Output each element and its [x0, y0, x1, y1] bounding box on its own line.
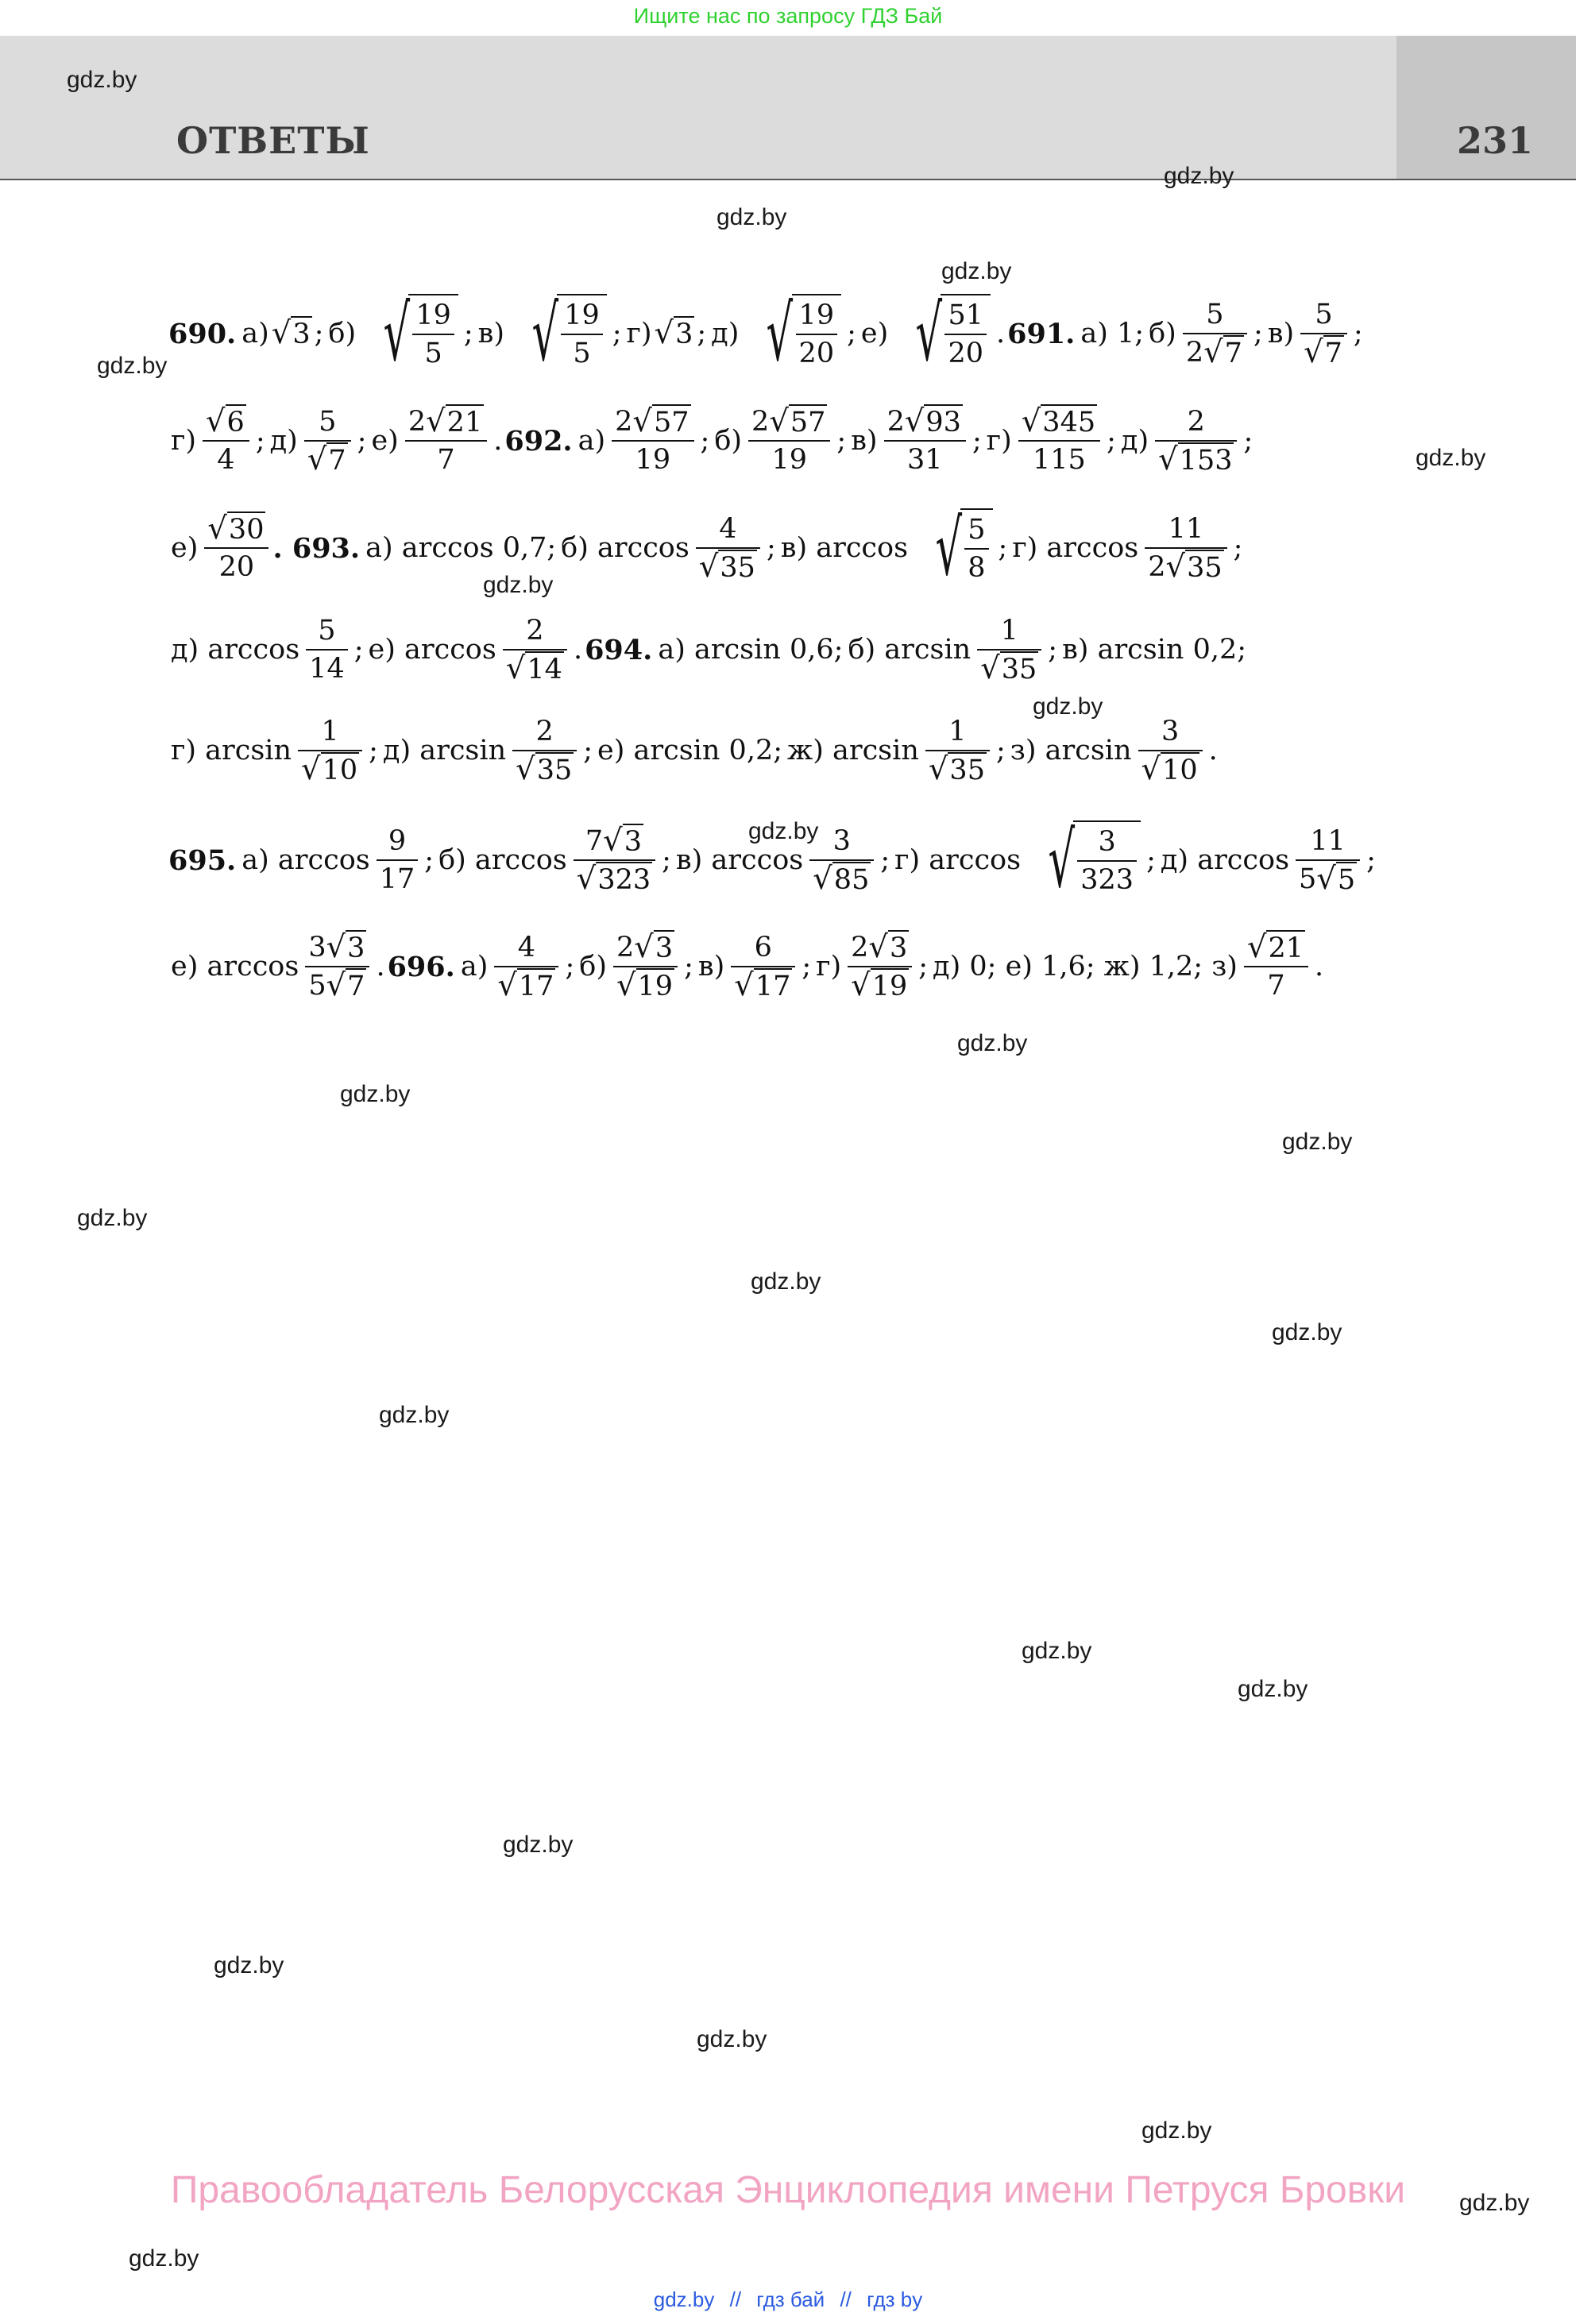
item-label: г) [626, 318, 652, 349]
fraction: 7 √ 3 √ 323 [574, 824, 655, 897]
fraction: 5 √ 7 [304, 404, 351, 477]
top-search-note: Ищите нас по запросу ГДЗ Бай [633, 4, 943, 28]
problem-number: 690. [168, 317, 237, 350]
watermark: gdz.by [697, 2026, 767, 2052]
fraction: 3 √ 10 [1138, 714, 1203, 787]
problem-number: . 693. [272, 531, 361, 565]
watermark: gdz.by [503, 1832, 574, 1858]
item-label: е) [860, 318, 889, 349]
watermark: gdz.by [1141, 2117, 1212, 2144]
item-label: а) [577, 425, 606, 457]
fraction: 5 2 √ 7 [1183, 297, 1247, 370]
footer-link-gdz-bai[interactable]: гдз бай [756, 2287, 825, 2311]
answer-line-5: г) arcsin 1 √ 10 ; д) arcsin 2 √ 35 ; е) arcsin 0,2; ж) arcsin 1 √ 35 ; з) arcsin 3 √ 10 . [171, 716, 1218, 787]
fraction-radical: √ $\frac{3}{323}$ [1026, 820, 1141, 900]
fraction-radical: √ $\frac{19}{20}$ [744, 294, 841, 373]
fraction-radical: √ $\frac{19}{5}$ [361, 294, 458, 373]
fraction: 4 √ 35 [696, 512, 760, 585]
answer-line-3: е) √ 30 20 . 693. а) arccos 0,7; б) arccos 4 √ 35 ; в) arccos √ $\frac{5}{8}$ ; г) arccos 11 2 √ 35 ; [168, 504, 1245, 592]
fraction: 6 √ 17 [731, 930, 795, 1003]
watermark: gdz.by [483, 572, 554, 598]
watermark: gdz.by [1459, 2190, 1530, 2216]
watermark: gdz.by [97, 353, 168, 379]
fraction: 5 √ 7 [1300, 297, 1347, 370]
fraction: $\frac{5}{14}$ [306, 613, 348, 686]
problem-number: 695. [168, 844, 237, 877]
item-label: г) [986, 425, 1012, 457]
radical: √ 3 [654, 315, 693, 351]
footer-links [0, 2287, 1576, 2312]
fraction: √ 30 20 [204, 512, 268, 585]
answer-line-4: д) arccos $\frac{5}{14}$ ; е) arccos 2 √ 14 . 694. а) arcsin 0,6; б) arcsin 1 √ 35 ; в) arcsin 0,2; [171, 615, 1247, 686]
footer-separator: // [729, 2287, 742, 2311]
problem-number: 694. [585, 633, 653, 666]
problem-number: 696. [387, 950, 455, 983]
fraction: 4 √ 17 [494, 930, 558, 1003]
item-label: в) [851, 425, 878, 457]
copyright-credit: Правообладатель Белорусская Энциклопедия имени Петруся Бровки [170, 2169, 1406, 2211]
watermark: gdz.by [1022, 1638, 1092, 1664]
watermark: gdz.by [1272, 1319, 1342, 1345]
fraction: 2 √ 57 19 [612, 404, 693, 477]
footer-link-gdz[interactable]: gdz.by [653, 2287, 715, 2311]
fraction: √ 345 115 [1018, 404, 1100, 477]
watermark: gdz.by [1033, 693, 1103, 720]
fraction: 1 √ 35 [925, 714, 990, 787]
watermark: gdz.by [77, 1205, 148, 1231]
watermark: gdz.by [957, 1030, 1028, 1056]
item-label: е) [171, 532, 199, 564]
fraction: 2 √ 3 √ 19 [848, 930, 912, 1003]
answer-line-1: 690. а) √ 3 ; б) √ $\frac{19}{5}$ ; в) √ $\frac{19}{5}$ ; г) √ 3 ; д) √ $\frac{19}{20}$ ; е) √ $\frac{51}{20}$ . 691. а) 1; б) 5 2 √ 7 ; в) 5 √ 7 ; [168, 289, 1363, 378]
fraction: 2 √ 14 [503, 613, 567, 686]
fraction: 11 5 √ 5 [1296, 824, 1360, 897]
item-label: е) [371, 425, 399, 457]
fraction-radical: √ $\frac{5}{8}$ [914, 508, 992, 588]
watermark: gdz.by [1238, 1676, 1308, 1702]
item-label: б) [328, 318, 357, 349]
footer-separator: // [840, 2287, 852, 2311]
section-title: ОТВЕТЫ [176, 119, 370, 162]
watermark: gdz.by [379, 1402, 450, 1428]
fraction: √ 21 7 [1244, 930, 1308, 1003]
watermark: gdz.by [941, 258, 1012, 284]
item-label: б) [714, 425, 743, 457]
answer-line-7: е) arccos 3 √ 3 5 √ 7 . 696. а) 4 √ 17 ; б) 2 √ 3 √ 19 ; в) 6 √ 17 ; г) 2 √ 3 √ 19 ; д) 0; е) 1,6; ж) 1,2; з) √ 21 7 . [171, 928, 1324, 1003]
watermark: gdz.by [717, 204, 787, 230]
footer-link-gdz-by[interactable]: гдз by [867, 2287, 923, 2311]
problem-number: 692. [504, 424, 573, 457]
item-label: а) [241, 318, 269, 349]
watermark: gdz.by [748, 818, 819, 844]
radical: √ 3 [271, 315, 311, 351]
watermark: gdz.by [67, 67, 137, 93]
answer-line-6: 695. а) arccos $\frac{9}{17}$ ; б) arccos 7 √ 3 √ 323 ; в) arccos 3 √ 85 ; г) arccos √ $\frac{3}{323}$ ; д) arccos 11 5 √ 5 ; [168, 816, 1376, 905]
watermark: gdz.by [129, 2245, 199, 2272]
answer-line-2: г) √ 6 4 ; д) 5 √ 7 ; е) 2 √ 21 7 . 692. а) 2 √ 57 19 ; б) 2 √ 57 19 ; в) 2 √ 93 31 ; г) √ 345 115 ; д) 2 √ 153 ; [168, 397, 1255, 484]
item-label: б) [1149, 318, 1176, 349]
fraction: 2 √ 35 [512, 714, 577, 787]
item-label: в) [1267, 318, 1295, 349]
watermark: gdz.by [340, 1081, 411, 1107]
fraction: 2 √ 21 7 [405, 404, 487, 477]
fraction: 3 √ 3 5 √ 7 [305, 930, 369, 1003]
fraction: $\frac{9}{17}$ [377, 824, 419, 897]
fraction: 2 √ 93 31 [884, 404, 966, 477]
fraction: 2 √ 57 19 [748, 404, 830, 477]
fraction: 1 √ 10 [298, 714, 362, 787]
fraction: 2 √ 153 [1155, 404, 1237, 477]
fraction: 1 √ 35 [977, 613, 1041, 686]
item-label: г) [171, 425, 196, 457]
item-label: в) [477, 318, 505, 349]
header-divider [0, 179, 1576, 180]
fraction-radical: √ $\frac{19}{5}$ [510, 294, 607, 373]
item-label: д) [711, 318, 740, 349]
fraction: √ 6 4 [203, 404, 249, 477]
watermark: gdz.by [751, 1268, 821, 1295]
separator: ; [314, 318, 324, 349]
fraction: 11 2 √ 35 [1145, 512, 1226, 585]
watermark: gdz.by [1282, 1129, 1353, 1155]
watermark: gdz.by [214, 1952, 284, 1978]
fraction: 2 √ 3 √ 19 [613, 930, 678, 1003]
item-label: д) [269, 425, 298, 457]
fraction-radical: √ $\frac{51}{20}$ [894, 294, 991, 373]
watermark: gdz.by [1416, 445, 1486, 471]
page-number: 231 [1456, 119, 1533, 162]
problem-number: 691. [1007, 317, 1076, 350]
watermark: gdz.by [1164, 163, 1234, 189]
fraction: 3 √ 85 [809, 824, 874, 897]
item-label: д) [1120, 425, 1149, 457]
